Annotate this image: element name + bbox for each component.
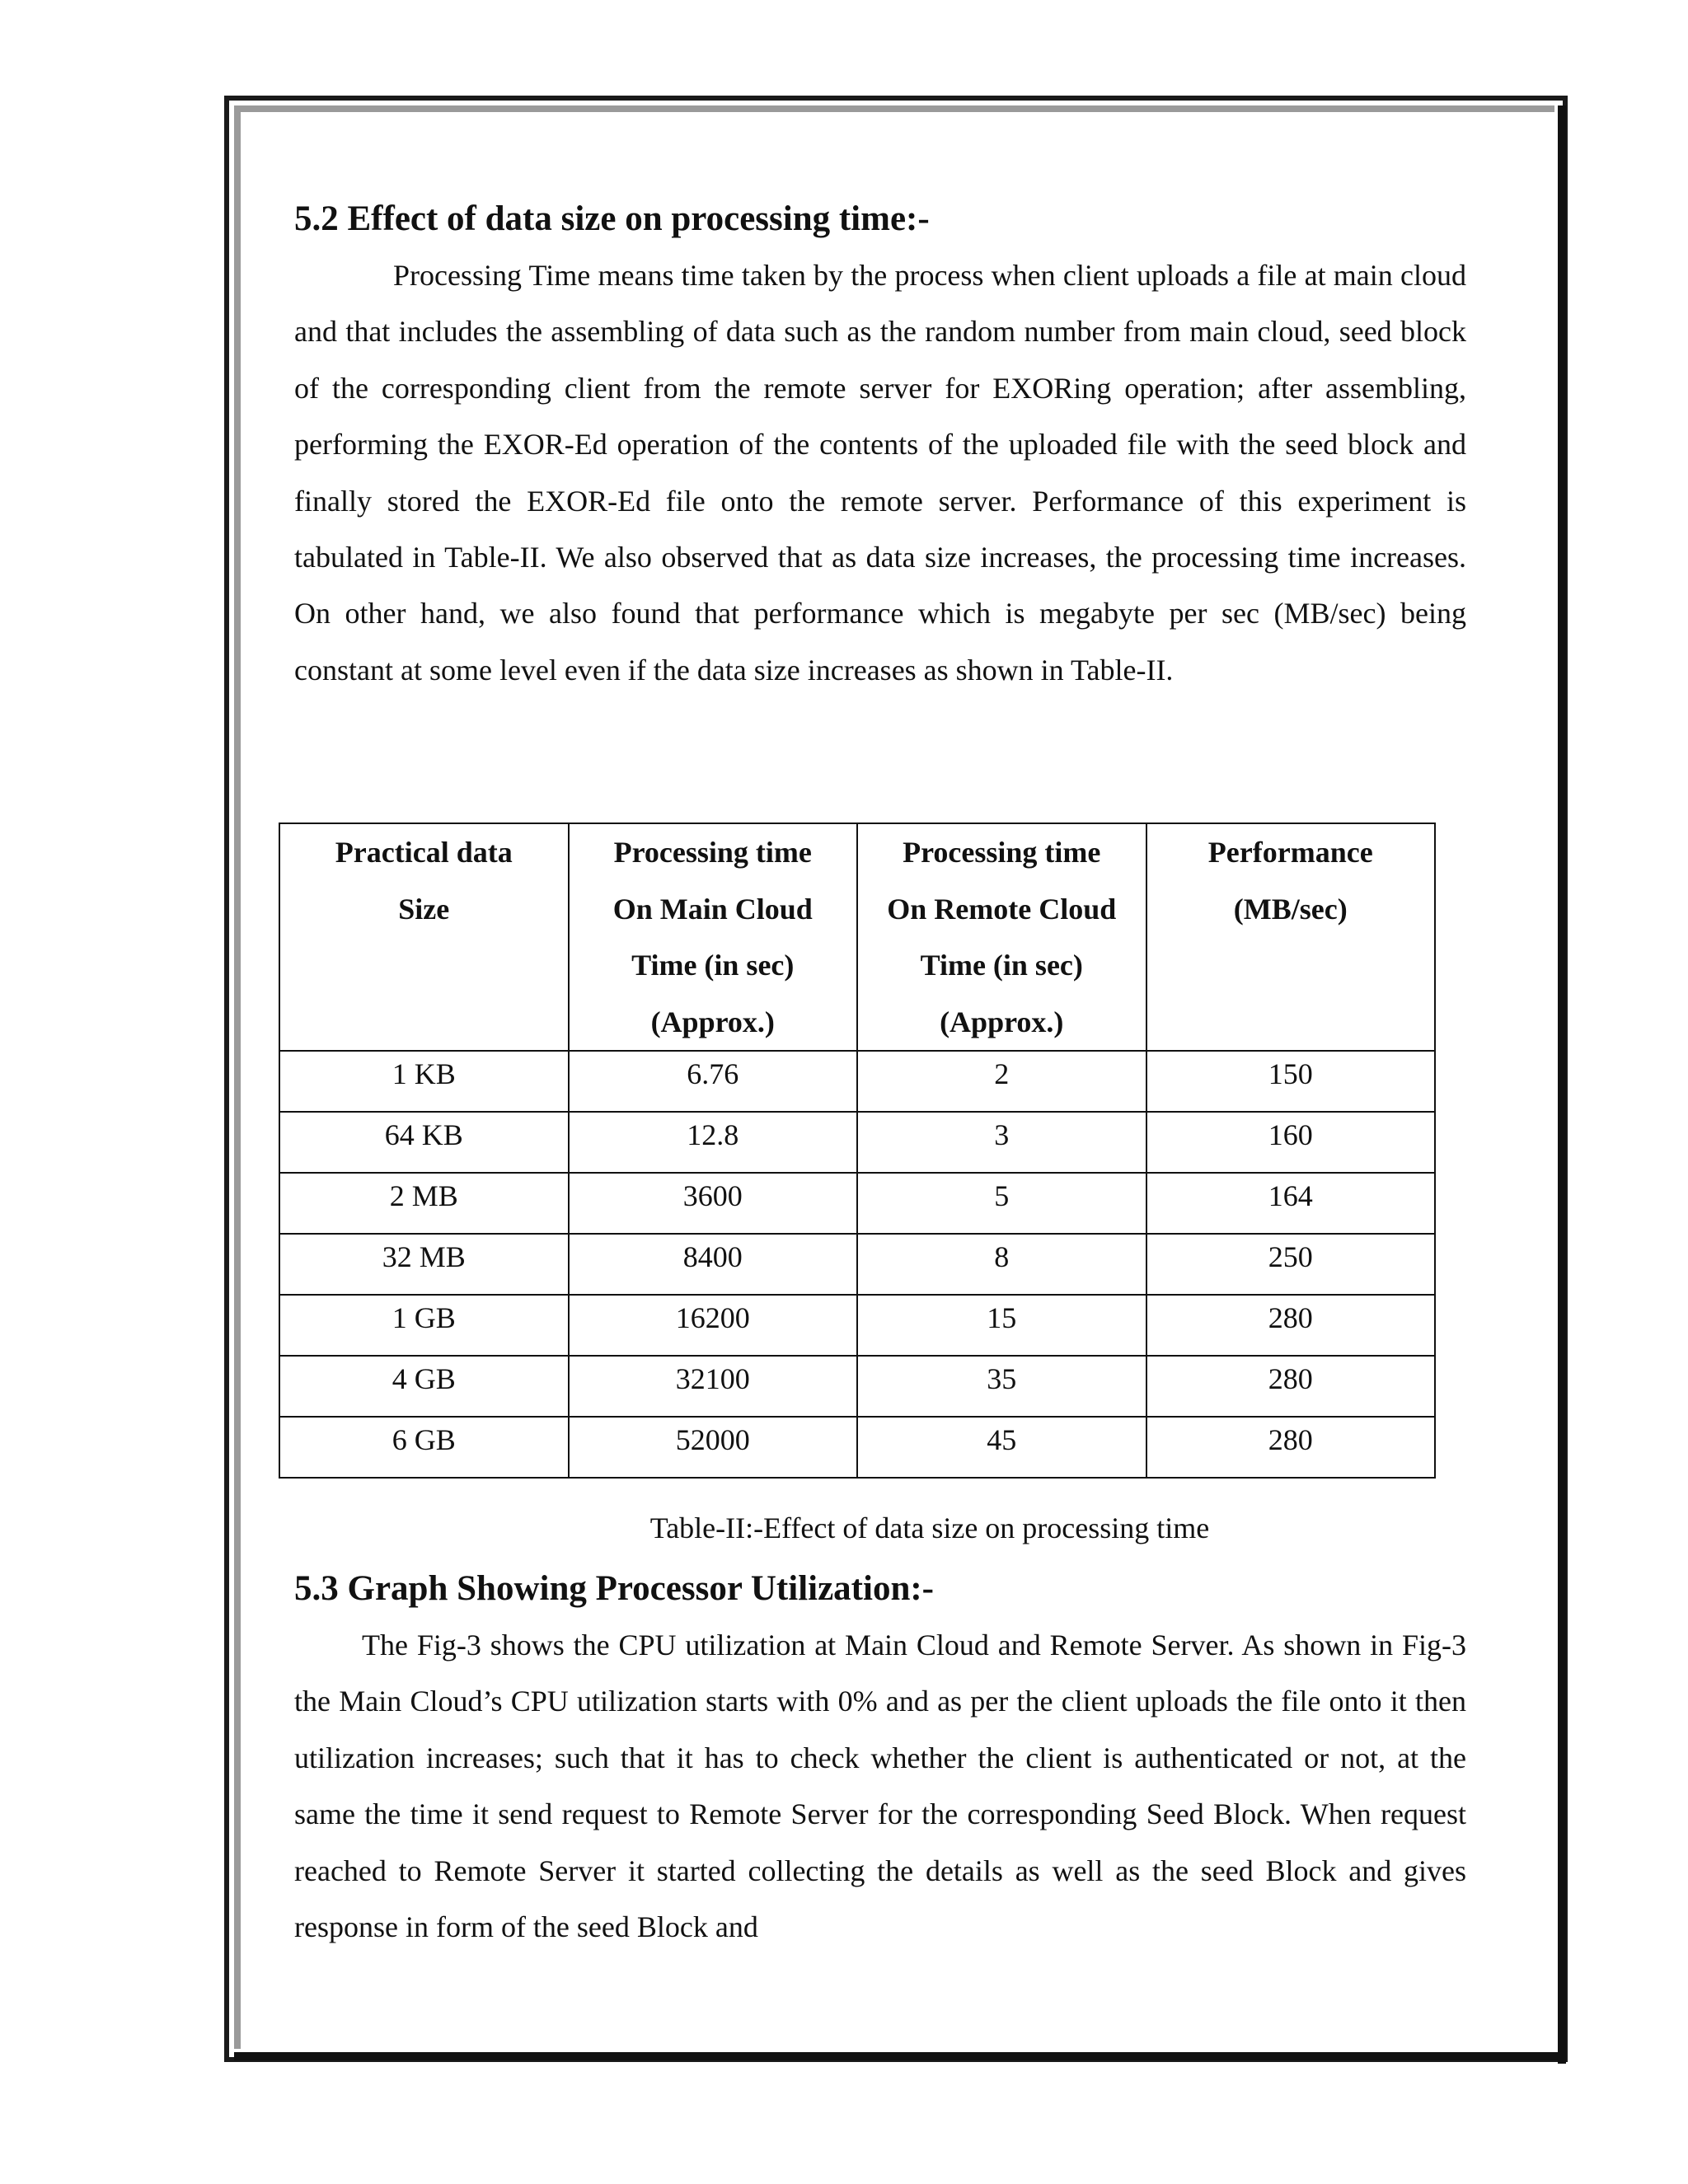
section-5-2-paragraph: Processing Time means time taken by the process when client uploads a file at main cloud and that includes the assembling of data such as the random number from main cloud, seed block of the corresponding client from the remote server for EXORing operation; after assembling, performing the EXOR-Ed operation of the contents of the uploaded file with the seed block and finally stored the EXOR-Ed file onto the remote server. Performance of this experiment is tabulated in Table-II. We also observed that as data size increases, the processing time increases. On other hand, we also found that performance which is megabyte per sec (MB/sec) being constant at some level even if the data size increases as shown in Table-II.	[294, 259, 1466, 687]
table-cell: 45	[857, 1417, 1146, 1478]
table-cell: 15	[857, 1295, 1146, 1356]
table-cell: 6 GB	[279, 1417, 569, 1478]
table-cell: 16200	[569, 1295, 858, 1356]
table-header-cell	[279, 823, 569, 1051]
table-cell: 1 GB	[279, 1295, 569, 1356]
table-cell: 12.8	[569, 1112, 858, 1173]
table-row	[279, 1295, 1435, 1356]
table-header-line: On Main Cloud	[612, 892, 813, 926]
table-header-cell	[569, 823, 858, 1051]
table-header-line: (Approx.)	[940, 1005, 1064, 1038]
section-5-2-heading: 5.2 Effect of data size on processing time:-	[294, 199, 930, 238]
table-cell: 280	[1146, 1295, 1436, 1356]
table-cell: 3	[857, 1112, 1146, 1173]
page-border-shadow-right	[1558, 105, 1566, 2064]
table-header-line: Practical data	[335, 836, 513, 869]
table-header-line: (MB/sec)	[1233, 892, 1348, 926]
table-header-line: Size	[398, 892, 450, 926]
table-header-line: (Approx.)	[650, 1005, 775, 1038]
section-5-3-paragraph: The Fig-3 shows the CPU utilization at Main Cloud and Remote Server. As shown in Fig-3 the Main Cloud’s CPU utilization starts with 0% and as per the client uploads the file onto it then utilization increases; such that it has to check whether the client is authenticated or not, at the same the time it send request to Remote Server for the corresponding Seed Block. When request reached to Remote Server it started collecting the details as well as the seed Block and gives response in form of the seed Block and	[294, 1629, 1466, 1944]
table-cell: 280	[1146, 1356, 1436, 1417]
table-header-cell	[857, 823, 1146, 1051]
table-header-row	[279, 823, 1435, 1051]
table-header-line: Performance	[1207, 836, 1373, 869]
table-cell: 5	[857, 1173, 1146, 1234]
table-header-line: Time (in sec)	[631, 949, 795, 982]
table-cell: 250	[1146, 1234, 1436, 1295]
table-cell: 160	[1146, 1112, 1436, 1173]
table-body	[279, 1051, 1435, 1478]
table-cell: 8	[857, 1234, 1146, 1295]
table-row	[279, 1234, 1435, 1295]
section-5-3-heading: 5.3 Graph Showing Processor Utilization:-	[294, 1569, 934, 1608]
table-cell: 35	[857, 1356, 1146, 1417]
table-row	[279, 1051, 1435, 1112]
table-cell: 8400	[569, 1234, 858, 1295]
table-row	[279, 1356, 1435, 1417]
table-ii	[279, 823, 1436, 1479]
table-header-line: Time (in sec)	[920, 949, 1083, 982]
table-row	[279, 1173, 1435, 1234]
table-cell: 150	[1146, 1051, 1436, 1112]
section-5-3	[294, 1561, 1466, 1955]
table-cell: 2 MB	[279, 1173, 569, 1234]
table-cell: 64 KB	[279, 1112, 569, 1173]
table-cell: 4 GB	[279, 1356, 569, 1417]
table-cell: 2	[857, 1051, 1146, 1112]
table-header-line: On Remote Cloud	[887, 892, 1117, 926]
table-cell: 164	[1146, 1173, 1436, 1234]
table-row	[279, 1417, 1435, 1478]
table-cell: 280	[1146, 1417, 1436, 1478]
table-caption: Table-II:-Effect of data size on processing time	[649, 1511, 1210, 1544]
table-row	[279, 1112, 1435, 1173]
table-cell: 1 KB	[279, 1051, 569, 1112]
table-cell: 3600	[569, 1173, 858, 1234]
section-5-2	[294, 191, 1466, 698]
table-header-cell	[1146, 823, 1436, 1051]
page-border-shadow-bottom	[234, 2052, 1566, 2060]
processing-time-table	[279, 823, 1436, 1479]
table-cell: 52000	[569, 1417, 858, 1478]
table-header-line: Processing time	[613, 836, 812, 869]
table-header-line: Processing time	[903, 836, 1101, 869]
table-cell: 6.76	[569, 1051, 858, 1112]
table-cell: 32 MB	[279, 1234, 569, 1295]
table-cell: 32100	[569, 1356, 858, 1417]
